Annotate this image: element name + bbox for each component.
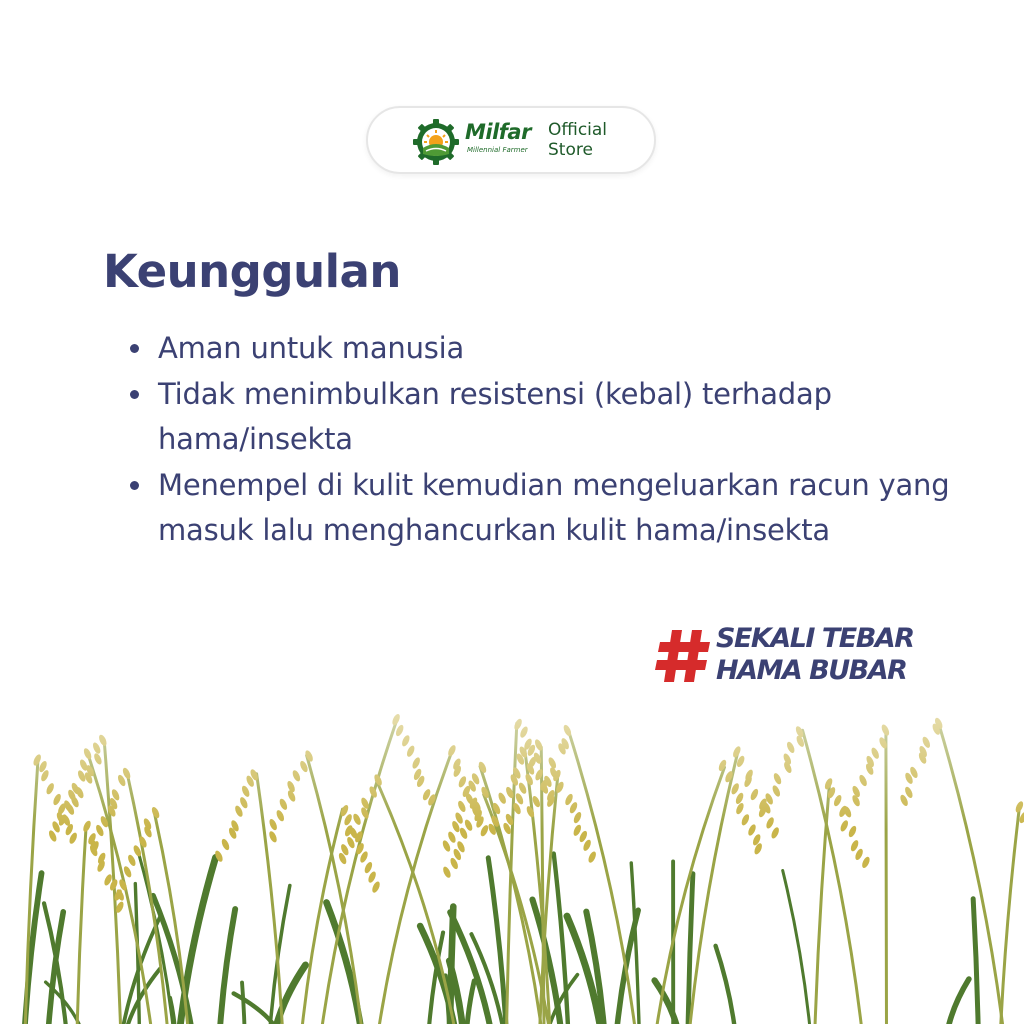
brand-name: Milfar [465, 120, 531, 144]
page-title: Keunggulan [103, 245, 401, 298]
list-item [130, 463, 950, 554]
list-item [130, 326, 950, 372]
official-store-badge [366, 106, 656, 174]
gear-sun-emblem-icon [412, 118, 460, 166]
hashtag-line1: SEKALI TEBAR [716, 623, 914, 654]
brand-tagline: Millennial Farmer [467, 146, 528, 154]
official-line1: Official [548, 120, 608, 140]
hash-icon [654, 628, 712, 684]
official-line2: Store [548, 140, 593, 160]
bullet-icon [130, 344, 139, 353]
list-item [130, 372, 838, 463]
rice-field-illustration [0, 700, 1024, 1024]
hashtag-line2: HAMA BUBAR [716, 655, 907, 686]
bullet-icon [130, 390, 139, 399]
benefit-text: Tidak menimbulkan resistensi (kebal) terhadap hama/insekta [158, 376, 832, 456]
benefits-list [130, 326, 950, 554]
benefit-text: Menempel di kulit kemudian mengeluarkan racun yang masuk lalu menghancurkan kulit hama/insekta [158, 467, 950, 547]
hashtag-slogan [654, 624, 934, 692]
benefit-text: Aman untuk manusia [158, 331, 465, 365]
bullet-icon [130, 481, 139, 490]
official-store-label [548, 120, 638, 160]
